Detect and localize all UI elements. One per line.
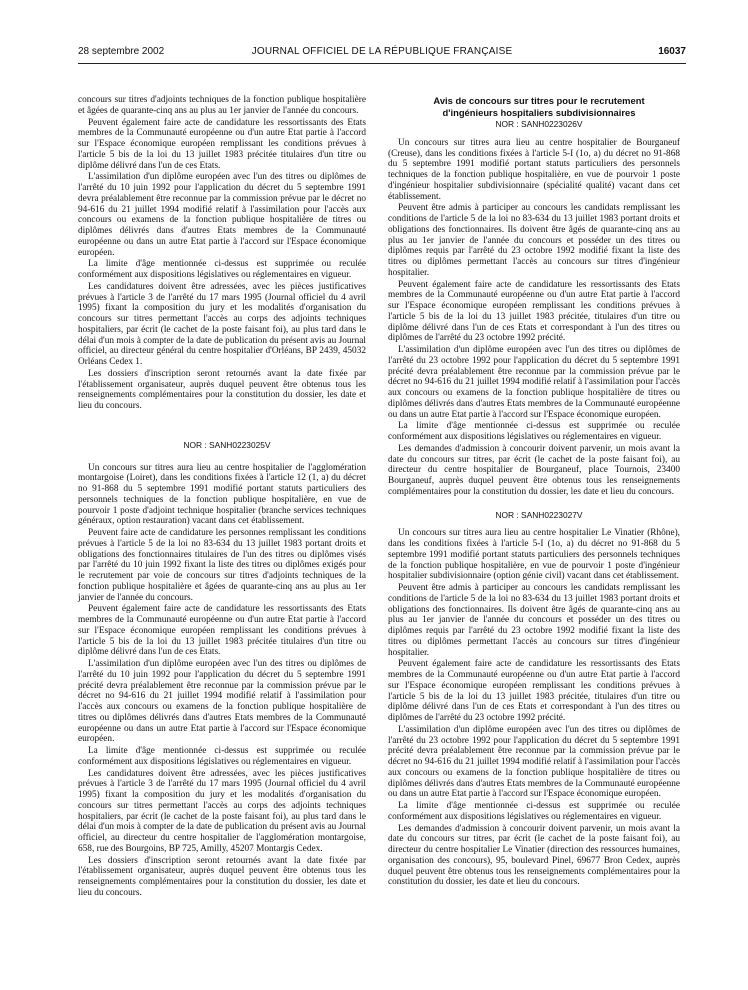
notice-title-line-2: d'ingénieurs hospitaliers subdivisionnaires bbox=[442, 107, 636, 118]
notice-title: Avis de concours sur titres pour le recrutement bbox=[433, 95, 645, 106]
paragraph: Peuvent également faire acte de candidature les ressortissants des Etats membres de la Communauté européenne ou d'un autre Etat partie à l'accord sur l'Espace économique européen remplissant les conditions prévues à l'article 5 bis de la loi du 13 juillet 1983 précitée titulaires d'un titre ou diplôme délivré dans l'un de ces Etats. bbox=[78, 604, 366, 658]
header-rule bbox=[78, 63, 686, 64]
paragraph: Peuvent également faire acte de candidature les ressortissants des Etats membres de la Communauté européenne ou d'un autre Etat partie à l'accord sur l'Espace économique européen remplissant les conditions prévues à l'article 5 bis de la loi du 13 juillet 1983 précitée titulaires d'un titre ou diplôme délivré dans l'un de ces Etats. bbox=[78, 117, 366, 171]
paragraph: Les dossiers d'inscription seront retournés avant la date fixée par l'établissement organisateur, auprès duquel peuvent être obtenus tous les renseignements complémentaires pour la constitution du dossier, les date et lieu du concours. bbox=[78, 368, 366, 411]
header-journal-title: JOURNAL OFFICIEL DE LA RÉPUBLIQUE FRANÇAISE bbox=[251, 46, 513, 57]
paragraph: L'assimilation d'un diplôme européen avec l'un des titres ou diplômes de l'arrêté du 23 octobre 1992 pour l'application du décret du 5 septembre 1991 précité devra préalablement être reconnue par la commission prévue par le décret no 94-616 du 21 juillet 1994 modifié relatif à l'assimilation pour l'accès aux concours ou examens de la fonction publique hospitalière de titres ou diplômes délivrés dans d'autres Etats membres de la Communauté européenne ou dans un autre Etat partie à l'accord sur l'Espace économique européen. bbox=[388, 724, 680, 800]
nor-reference: NOR : SANH0223027V bbox=[495, 509, 583, 520]
paragraph: L'assimilation d'un diplôme européen avec l'un des titres ou diplômes de l'arrêté du 10 juin 1992 pour l'application du décret du 5 septembre 1991 précité devra préalablement être reconnue par la commission prévue par le décret no 94-616 du 21 juillet 1994 modifié relatif à l'assimilation pour l'accès aux concours ou examens de la fonction publique hospitalière de titres ou diplômes délivrés dans d'autres Etats membres de la Communauté européenne ou dans un autre Etat partie à l'accord sur l'Espace économique européen. bbox=[78, 659, 366, 745]
nor-reference: NOR : SANH0223026V bbox=[495, 119, 583, 129]
paragraph: Un concours sur titres aura lieu au centre hospitalier Le Vinatier (Rhône), dans les conditions fixées à l'article 5-I (1o, a) du décret no 91-868 du 5 septembre 1991 modifié portant statuts particuliers des personnels techniques de la fonction publique hospitalière, en vue de pourvoir 1 poste d'ingénieur hospitalier subdivisionnaire (option génie civil) vacant dans cet établissement. bbox=[388, 528, 680, 582]
nor-reference: NOR : SANH0223025V bbox=[183, 439, 271, 450]
left-column bbox=[78, 95, 366, 900]
paragraph: Un concours sur titres aura lieu au centre hospitalier de l'agglomération montargoise (Loiret), dans les conditions fixées à l'article 12 (1, a) du décret no 91-868 du 5 septembre 1991 modifié portant statuts particuliers des personnels techniques de la fonction publique hospitalière, en vue de pourvoir 1 poste d'adjoint technique hospitalier (branche services techniques généraux, option restauration) vacant dans cet établissement. bbox=[78, 462, 366, 527]
paragraph: La limite d'âge mentionnée ci-dessus est supprimée ou reculée conformément aux dispositions législatives ou réglementaires en vigueur. bbox=[78, 259, 366, 280]
paragraph: Les dossiers d'inscription seront retournés avant la date fixée par l'établissement organisateur, auprès duquel peuvent être obtenus tous les renseignements complémentaires pour la constitution du dossier, les date et lieu du concours. bbox=[78, 855, 366, 898]
paragraph: La limite d'âge mentionnée ci-dessus est supprimée ou reculée conformément aux dispositions législatives ou réglementaires en vigueur. bbox=[78, 746, 366, 767]
paragraph: Les candidatures doivent être adressées, avec les pièces justificatives prévues à l'article 3 de l'arrêté du 17 mars 1995 (Journal officiel du 4 avril 1995) fixant la composition du jury et les modalités d'organisation du concours sur titres permettant l'accès au corps des adjoints techniques hospitaliers, par écrit (le cachet de la poste faisant foi), au plus tard dans le délai d'un mois à compter de la date de publication du présent avis au Journal officiel, au directeur général du centre hospitalier d'Orléans, BP 2439, 45032 Orléans Cedex 1. bbox=[78, 281, 366, 367]
paragraph: Les demandes d'admission à concourir doivent parvenir, un mois avant la date du concours sur titres, par écrit (le cachet de la poste faisant foi), au directeur du centre hospitalier de Bourganeuf, place Tournois, 23400 Bourganeuf, auprès duquel peuvent être obtenus tous les renseignements complémentaires pour la constitution du dossier, les date et lieu du concours. bbox=[388, 443, 680, 497]
header-page-number: 16037 bbox=[658, 46, 686, 57]
paragraph: Un concours sur titres aura lieu au centre hospitalier de Bourganeuf (Creuse), dans les conditions fixées à l'article 5-I (1o, a) du décret no 91-868 du 5 septembre 1991 modifié portant statuts particuliers des personnels techniques de la fonction publique hospitalière, en vue de pourvoir 1 poste d'ingénieur hospitalier subdivisionnaire (spécialité qualité) vacant dans cet établissement. bbox=[388, 137, 680, 202]
paragraph: Peuvent être admis à participer au concours les candidats remplissant les conditions de l'article 5 de la loi no 83-634 du 13 juillet 1983 portant droits et obligations des fonctionnaires. Ils doivent être âgés de quarante-cinq ans au plus au 1er janvier de l'année du concours et posséder un des titres ou diplômes requis par l'arrêté du 23 octobre 1992 modifié fixant la liste des titres ou diplômes permettant l'accès au concours sur titres d'ingénieur hospitalier. bbox=[388, 203, 680, 278]
paragraph: La limite d'âge mentionnée ci-dessus est supprimée ou reculée conformément aux dispositions législatives ou réglementaires en vigueur. bbox=[388, 801, 680, 822]
paragraph: Peuvent faire acte de candidature les personnes remplissant les conditions prévues à l'article 5 de la loi no 83-634 du 13 juillet 1983 portant droits et obligations des fonctionnaires titulaires de l'un des titres ou diplômes visés par l'arrêté du 10 juin 1992 fixant la liste des titres ou diplômes exigés pour le recrutement par voie de concours sur titres d'adjoints techniques de la fonction publique hospitalière et âgées de quarante-cinq ans au plus au 1er janvier de l'année du concours. bbox=[78, 528, 366, 603]
right-column bbox=[388, 95, 680, 889]
paragraph: Peuvent également faire acte de candidature les ressortissants des Etats membres de la Communauté européenne ou d'un autre Etat partie à l'accord sur l'Espace économique européen remplissant les conditions prévues à l'article 5 bis de la loi du 13 juillet 1983 précitée, titulaires d'un titre ou diplôme délivré dans l'un de ces Etats et correspondant à l'un des titres ou diplômes de l'arrêté du 23 octobre 1992 précité. bbox=[388, 279, 680, 344]
paragraph: Peuvent également faire acte de candidature les ressortissants des Etats membres de la Communauté européenne ou d'un autre Etat partie à l'accord sur l'Espace économique européen remplissant les conditions prévues à l'article 5 bis de la loi du 13 juillet 1983 précitée, titulaires d'un titre ou diplôme délivré dans l'un de ces Etats et correspondant à l'un des titres ou diplômes de l'arrêté du 23 octobre 1992 précité. bbox=[388, 659, 680, 723]
paragraph: L'assimilation d'un diplôme européen avec l'un des titres ou diplômes de l'arrêté du 10 juin 1992 pour l'application du décret du 5 septembre 1991 devra préalablement être reconnue par la commission prévue par le décret no 94-616 du 21 juillet 1994 modifié relatif à l'assimilation pour l'accès aux concours ou examens de la fonction publique hospitalière de titres ou diplômes délivrés dans d'autres Etats membres de la Communauté européenne ou dans un autre Etat partie à l'accord sur l'Espace économique européen. bbox=[78, 172, 366, 258]
paragraph: Les demandes d'admission à concourir doivent parvenir, un mois avant la date du concours sur titres, par écrit (le cachet de la poste faisant foi), au directeur du centre hospitalier Le Vinatier (direction des ressources humaines, organisation des concours), 95, boulevard Pinel, 69677 Bron Cedex, auprès duquel peuvent être obtenus tous les renseignements complémentaires pour la constitution du dossier, les date et lieu du concours. bbox=[388, 823, 680, 888]
header-date: 28 septembre 2002 bbox=[78, 46, 165, 57]
paragraph: L'assimilation d'un diplôme européen avec l'un des titres ou diplômes de l'arrêté du 23 octobre 1992 pour l'application du décret du 5 septembre 1991 précité devra préalablement être reconnue par la commission prévue par le décret no 94-616 du 21 juillet 1994 modifié relatif à l'assimilation pour l'accès aux concours ou examens de la fonction publique hospitalière de titres ou diplômes délivrés dans d'autres Etats membres de la Communauté européenne ou dans un autre Etat partie à l'accord sur l'Espace économique européen. bbox=[388, 345, 680, 420]
paragraph: Les candidatures doivent être adressées, avec les pièces justificatives prévues à l'article 3 de l'arrêté du 17 mars 1995 (Journal officiel du 4 avril 1995) fixant la composition du jury et les modalités d'organisation du concours sur titres permettant l'accès au corps des adjoints techniques hospitaliers, par écrit (le cachet de la poste faisant foi), au plus tard dans le délai d'un mois à compter de la date de publication du présent avis au Journal officiel, au directeur du centre hospitalier de l'agglomération montargoise, 658, rue des Bourgoins, BP 725, Amilly, 45207 Montargis Cedex. bbox=[78, 768, 366, 854]
paragraph: La limite d'âge mentionnée ci-dessus est supprimée ou reculée conformément aux dispositions législatives ou réglementaires en vigueur. bbox=[388, 421, 680, 442]
page-header bbox=[78, 46, 686, 62]
paragraph: Peuvent être admis à participer au concours les candidats remplissant les conditions de l'article 5 de la loi no 83-634 du 13 juillet 1983 portant droits et obligations des fonctionnaires. Ils doivent être âgés de quarante-cinq ans au plus au 1er janvier de l'année du concours et posséder un des titres ou diplômes requis par l'arrêté du 23 octobre 1992 modifié fixant la liste des titres ou diplômes permettant l'accès au concours sur titres d'ingénieur hospitalier. bbox=[388, 583, 680, 658]
paragraph: concours sur titres d'adjoints techniques de la fonction publique hospitalière et âgées de quarante-cinq ans au plus au 1er janvier de l'année du concours. bbox=[78, 95, 366, 116]
